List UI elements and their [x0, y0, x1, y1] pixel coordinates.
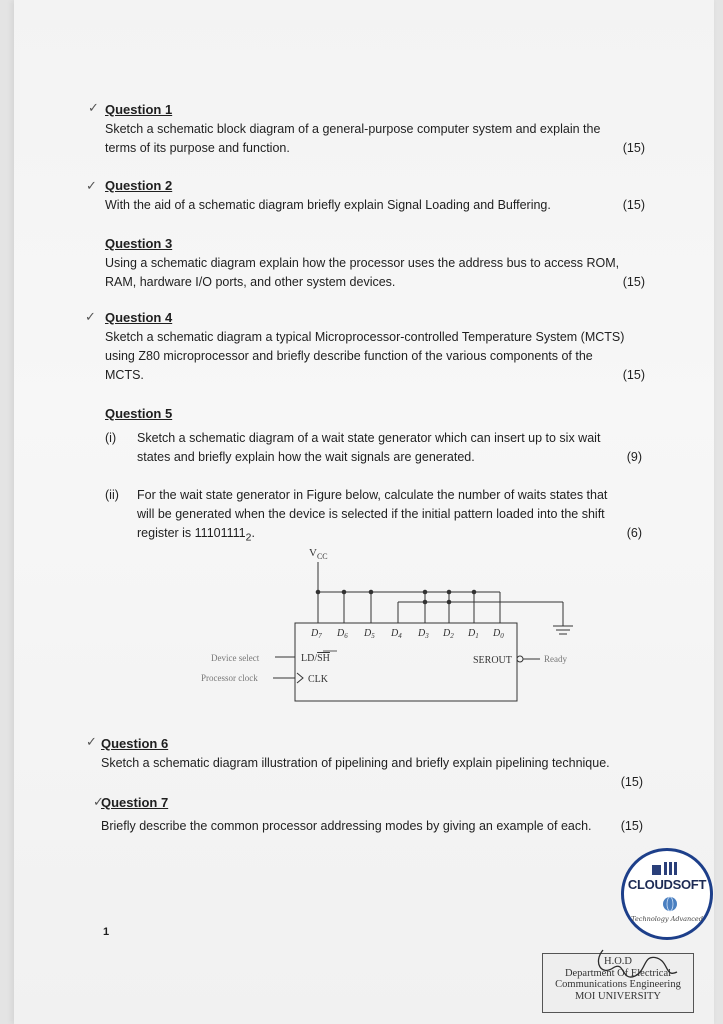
question-text: Sketch a schematic diagram illustration of pipelining and briefly explain pipelining technique. [101, 756, 610, 770]
stamp-line: Department Of Electrical [564, 967, 672, 979]
question-3 [105, 234, 645, 292]
pin-label-d3: $D_3$ [418, 628, 429, 640]
marks: (15) [622, 141, 645, 155]
question-text: using Z80 microprocessor and briefly describe function of the various components of the [105, 349, 593, 363]
question-text: terms of its purpose and function. [105, 141, 290, 155]
part-number: (i) [105, 431, 117, 445]
question-title: Question 6 [101, 736, 169, 751]
subscript: 2 [245, 532, 252, 544]
check-mark-icon: ✓ [88, 100, 99, 115]
cloud-icon [650, 859, 686, 877]
device-select-label: Device select [211, 653, 260, 663]
stamp-line: H.O.D [604, 956, 632, 967]
processor-clock-label: Processor clock [201, 673, 258, 683]
signature [573, 942, 683, 992]
logo-name: CLOUDSOFT [627, 877, 707, 892]
question-text: Sketch a schematic diagram of a wait state generator which can insert up to six wait [137, 431, 601, 445]
ld-sh-label: LD/SH [301, 653, 330, 664]
page-number: 1 [103, 926, 110, 938]
question-5-part-ii [105, 486, 643, 546]
question-5-part-i [105, 429, 643, 469]
question-6 [101, 734, 643, 792]
pin-label-d4: $D_4$ [391, 628, 402, 640]
question-1 [105, 100, 645, 158]
question-text: Sketch a schematic block diagram of a general-purpose computer system and explain the [105, 122, 601, 136]
question-text: MCTS. [105, 368, 144, 382]
question-text: states and briefly explain how the wait signals are generated. [137, 450, 475, 464]
pin-label-d1: $D_1$ [468, 628, 479, 640]
question-title: Question 1 [105, 102, 173, 117]
question-4 [105, 308, 645, 385]
question-text: With the aid of a schematic diagram briefly explain Signal Loading and Buffering. [105, 198, 551, 212]
question-2 [105, 176, 645, 215]
question-title: Question 4 [105, 310, 173, 325]
question-text: Briefly describe the common processor addressing modes by giving an example of each. [101, 819, 592, 833]
marks: (15) [622, 198, 645, 212]
question-text: will be generated when the device is selected if the initial pattern loaded into the shift [137, 507, 605, 521]
question-title: Question 7 [101, 795, 169, 810]
pin-label-d0: $D_0$ [493, 628, 504, 640]
pin-label-d2: $D_2$ [443, 628, 454, 640]
question-text: register is $11101111_2$. [137, 526, 255, 544]
serout-label: SEROUT [473, 655, 512, 666]
check-mark-icon: ✓ [93, 794, 104, 809]
question-title: Question 5 [105, 406, 173, 421]
cloudsoft-logo [621, 848, 713, 940]
globe-icon [660, 895, 680, 913]
pin-label-d6: $D_6$ [337, 628, 348, 640]
marks: (15) [620, 819, 643, 833]
wait-state-generator-figure [195, 540, 585, 710]
ready-label: Ready [544, 654, 567, 664]
marks: (6) [626, 526, 642, 540]
marks: (15) [620, 775, 643, 789]
question-title: Question 2 [105, 178, 173, 193]
pin-label-d7: $D_7$ [311, 628, 322, 640]
pin-label-d5: $D_5$ [364, 628, 375, 640]
question-text: Sketch a schematic diagram a typical Microprocessor-controlled Temperature System (MCTS) [105, 330, 625, 344]
hod-stamp [542, 953, 694, 1013]
question-text: Using a schematic diagram explain how the processor uses the address bus to access ROM, [105, 256, 620, 270]
clk-label: CLK [308, 674, 328, 685]
check-mark-icon: ✓ [86, 734, 97, 749]
check-mark-icon: ✓ [86, 178, 97, 193]
part-number: (ii) [105, 488, 119, 502]
question-title: Question 3 [105, 236, 173, 251]
question-5 [105, 404, 645, 424]
check-mark-icon: ✓ [85, 309, 96, 324]
marks: (15) [622, 275, 645, 289]
question-text: For the wait state generator in Figure below, calculate the number of waits states that [137, 488, 608, 502]
vcc-label: $V_{CC}$ [309, 547, 328, 561]
logo-tagline: Technology Advanced [631, 915, 703, 923]
question-text: RAM, hardware I/O ports, and other system devices. [105, 275, 396, 289]
marks: (9) [626, 450, 642, 464]
marks: (15) [622, 368, 645, 382]
stamp-line: Communications Engineering [555, 979, 681, 990]
stamp-line: MOI UNIVERSITY [574, 990, 662, 1002]
question-7 [101, 793, 643, 836]
